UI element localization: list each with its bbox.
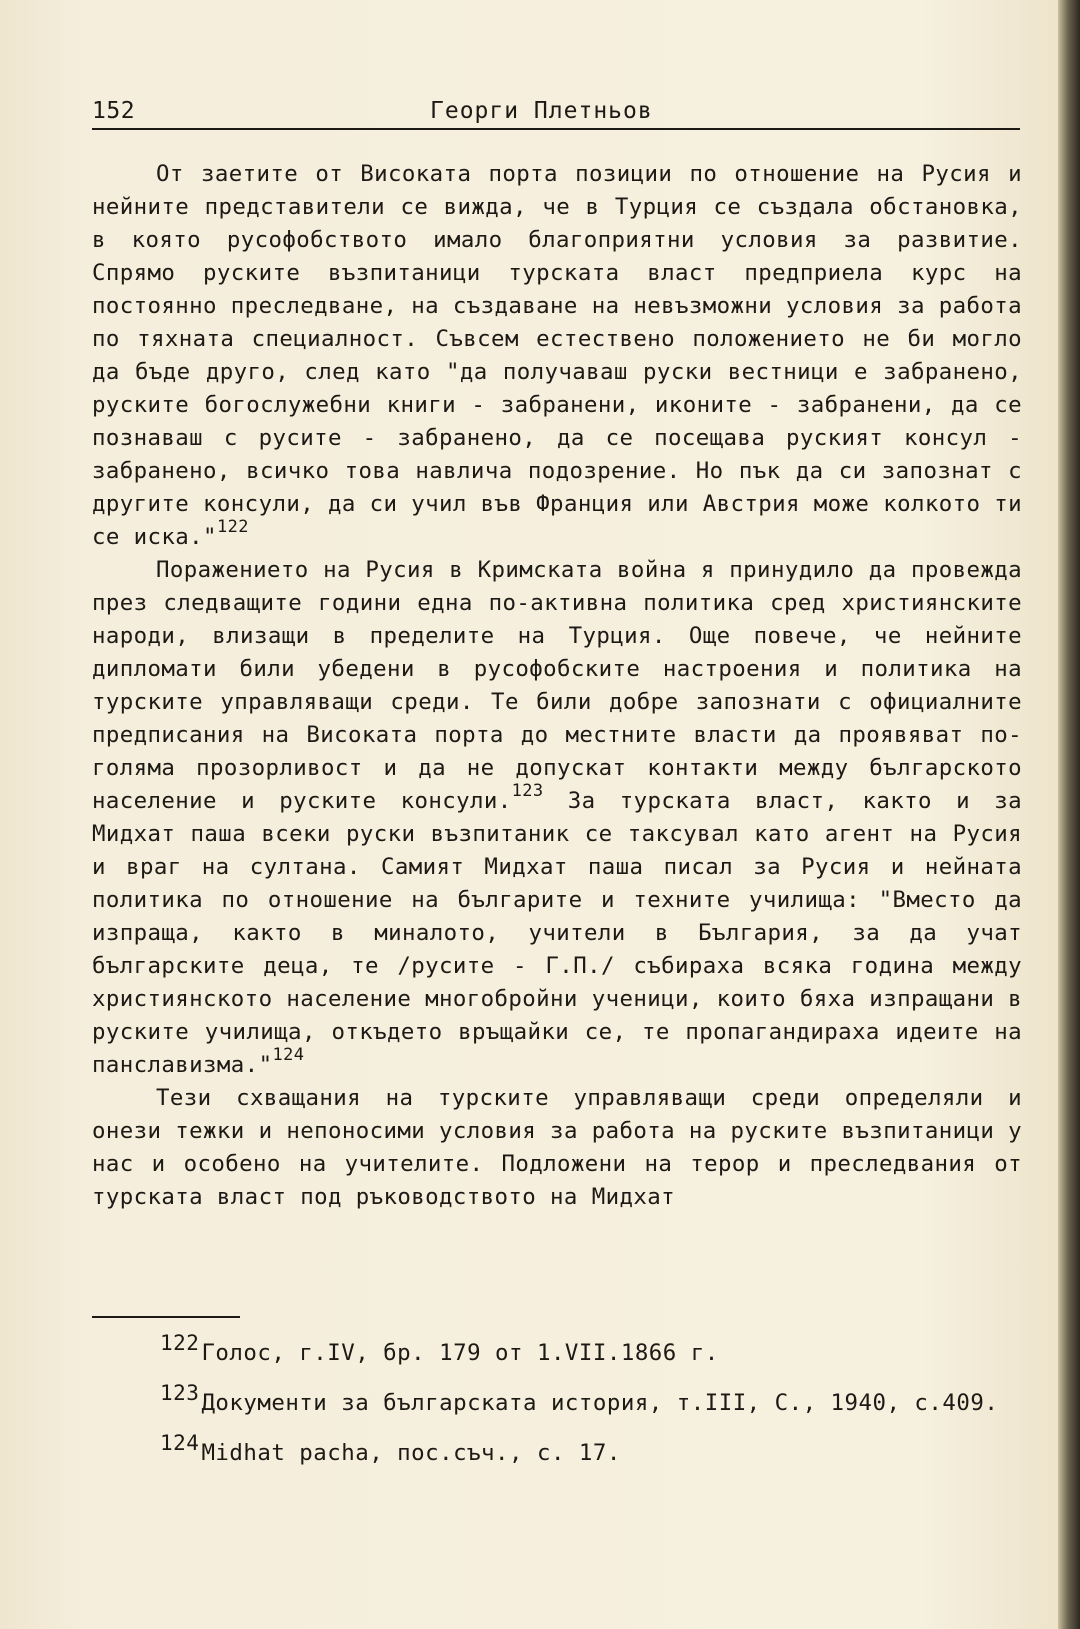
footnote-text: Документи за българската история, т.III, С., 1940, с.409.: [201, 1390, 999, 1416]
running-title: Георги Плетньов: [430, 98, 653, 124]
paragraph-2-continuation: За турската власт, както и за Мидхат паша всеки руски възпитаник се таксувал като агент на Русия и враг на султана. Самият Мидхат паша писал за Русия и нейната политика по отношение на българите и техните училища: "Вместо да изпраща, както в миналото, учители в България, за да учат българските деца, те /русите - Г.П./ събираха всяка година между християнското население многобройни ученици, които бяха изпращани в руските училища, откъдето връщайки се, те пропагандираха идеите на панславизма.": [92, 788, 1022, 1078]
footnotes: [92, 1330, 1022, 1486]
page-number: 152: [92, 98, 136, 124]
paragraph-3: [92, 1082, 1022, 1214]
footnote-number: 124: [160, 1430, 200, 1455]
page-header: [92, 96, 1020, 130]
main-text: [92, 158, 1022, 1214]
footnote-text: Midhat pacha, пос.съч., с. 17.: [201, 1440, 621, 1466]
footnote-text: Голос, г.IV, бр. 179 от 1.VII.1866 г.: [201, 1340, 719, 1366]
paragraph-3-text: Тези схващания на турските управляващи среди определяли и онези тежки и непоносими условия за работа на руските възпитаници у нас и особено на учителите. Подложени на терор и преследвания от турската власт под ръководството на Мидхат: [92, 1085, 1022, 1210]
paragraph-1: [92, 158, 1022, 554]
paragraph-2: [92, 554, 1022, 1082]
footnote-ref-123: 123: [511, 780, 544, 801]
footnote-123: [92, 1380, 1022, 1420]
footnote-124: [92, 1430, 1022, 1470]
paragraph-1-text: От заетите от Високата порта позиции по отношение на Русия и нейните представители се вижда, че в Турция се създала обстановка, в която русофобството имало благоприятни условия за развитие. Спрямо руските възпитаници турската власт предприела курс на постоянно преследване, на създаване на невъзможни условия за работа по тяхната специалност. Съвсем естествено положението не би могло да бъде друго, след като "да получаваш руски вестници е забранено, руските богослужебни книги - забранени, иконите - забранени, да се познаваш с русите - забранено, да се посещава руският консул - забранено, всичко това навлича подозрение. Но пък да си запознат с другите консули, да си учил във Франция или Австрия може колкото ти се иска.": [92, 161, 1022, 550]
footnote-ref-124: 124: [272, 1044, 305, 1065]
footnote-number: 123: [160, 1380, 200, 1405]
book-spine-shadow: [1058, 0, 1080, 1629]
paragraph-2-text: Поражението на Русия в Кримската война я принудило да провежда през следващите години една по-активна политика сред християнските народи, влизащи в пределите на Турция. Още повече, че нейните дипломати били убедени в русофобските настроения и политика на турските управляващи среди. Те били добре запознати с официалните предписания на Високата порта до местните власти да проявяват по-голяма прозорливост и да не допускат контакти между българското население и руските консули.: [92, 557, 1022, 814]
footnote-122: [92, 1330, 1022, 1370]
footnote-ref-122: 122: [216, 516, 249, 537]
footnote-number: 122: [160, 1330, 200, 1355]
footnote-separator: [92, 1316, 240, 1318]
